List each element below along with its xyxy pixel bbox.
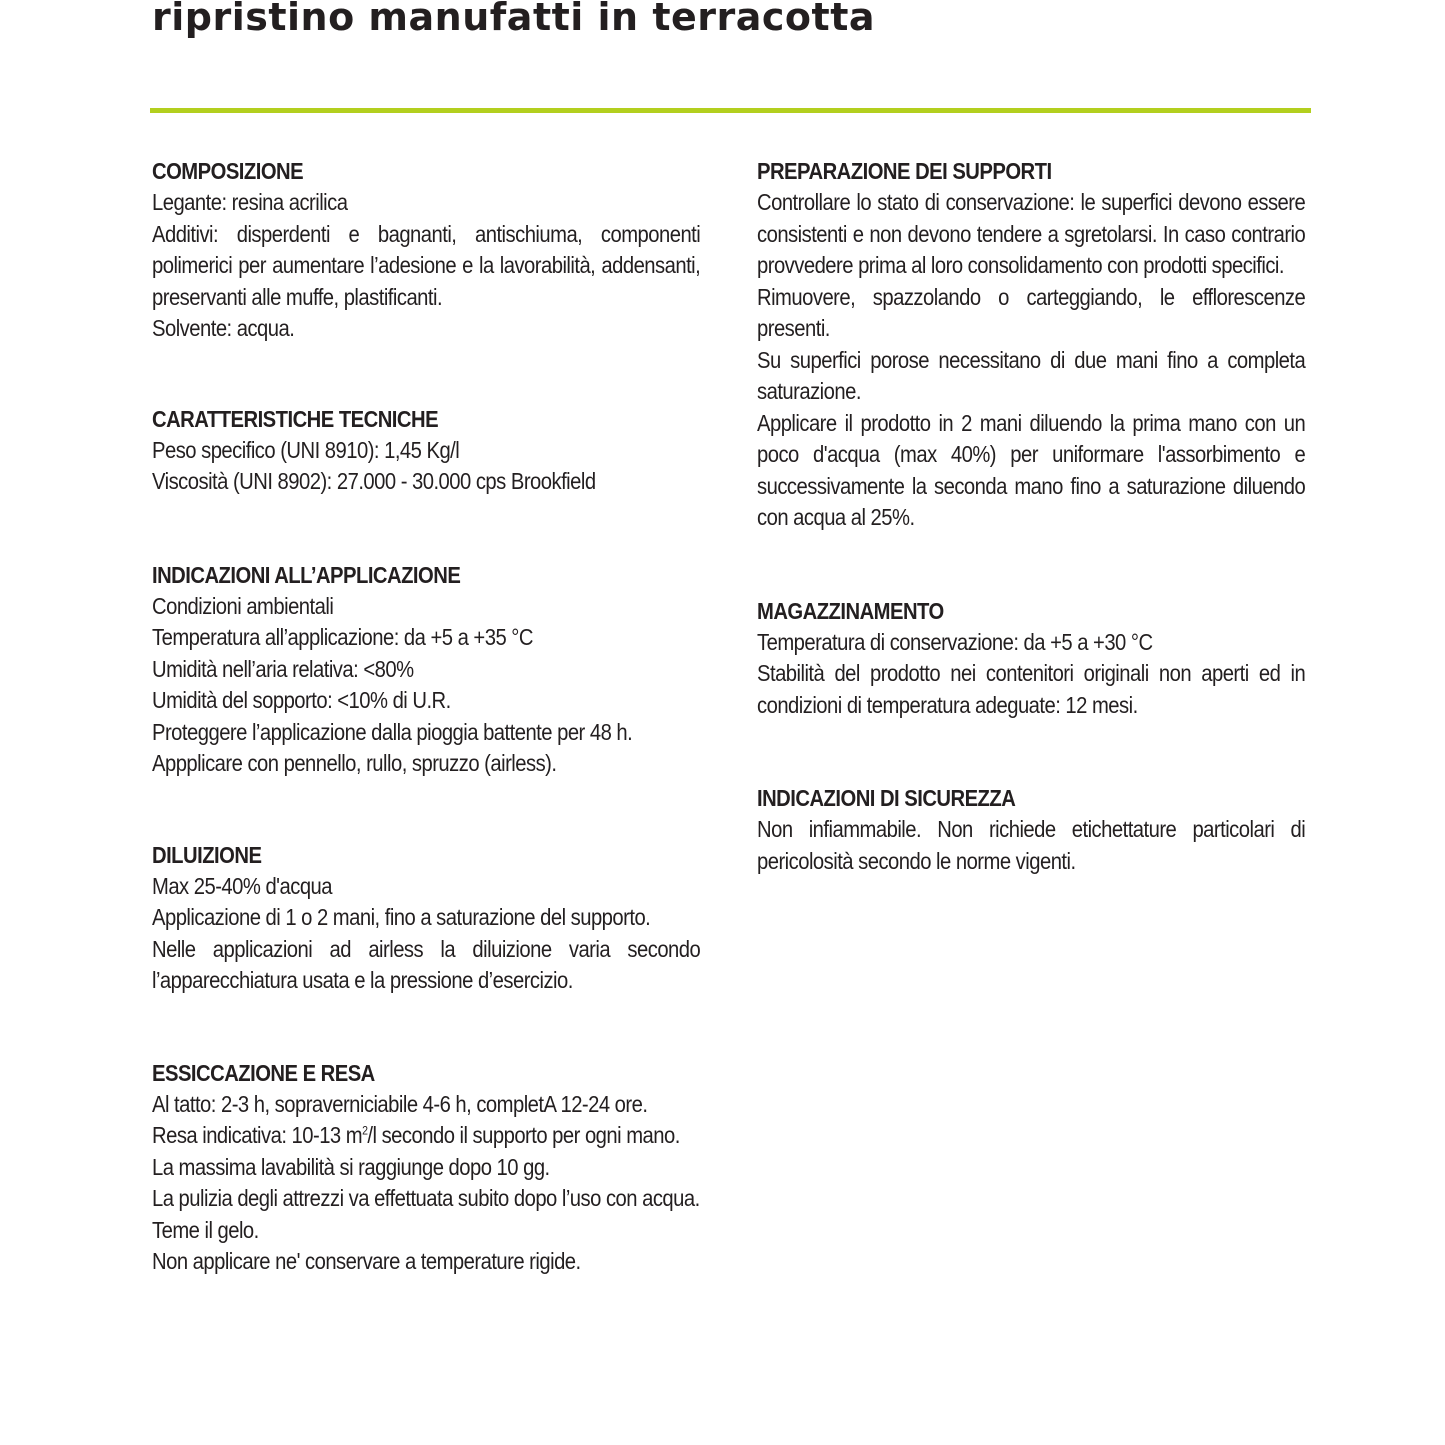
text-line: Peso specifico (UNI 8910): 1,45 Kg/l [152, 436, 460, 463]
left-column [152, 155, 700, 1278]
page-title: ripristino manufatti in terracotta [152, 0, 876, 39]
text-line [152, 1120, 700, 1152]
section-indicazioni-applicazione [152, 559, 700, 780]
text-line: Applicare il prodotto in 2 mani diluendo la prima mano con un poco d'acqua (max 40%) per uniformare l'assorbimento e successivamente la seconda mano fino a saturazione diluendo con acqua al 25%. [757, 409, 1306, 530]
text-line: Stabilità del prodotto nei contenitori originali non aperti ed in condizioni di temperatura adeguate: 12 mesi. [757, 660, 1306, 718]
text-line: Applicazione di 1 o 2 mani, fino a saturazione del supporto. [152, 904, 651, 930]
section-indicazioni-sicurezza [757, 782, 1305, 877]
resa-text-end: /l secondo il supporto per ogni mano. [367, 1122, 680, 1148]
text-line: Rimuovere, spazzolando o carteggiando, le efflorescenze presenti. [757, 283, 1306, 341]
section-composizione [152, 155, 700, 345]
text-line: Non infiammabile. Non richiede etichettature particolari di pericolosità secondo le norme vigenti. [757, 816, 1306, 874]
section-diluizione [152, 839, 700, 997]
text-line: Controllare lo stato di conservazione: le superfici devono essere consistenti e non devono tendere a sgretolarsi. In caso contrario provvedere prima al loro consolidamento con prodotti specifici. [757, 189, 1306, 278]
text-line: Umidità nell’aria relativa: <80% [152, 655, 414, 682]
text-line: Umidità del sopporto: <10% di U.R. [152, 687, 451, 713]
section-essiccazione-resa [152, 1057, 700, 1278]
section-heading: INDICAZIONI DI SICUREZZA [757, 785, 1016, 811]
text-line: Solvente: acqua. [152, 315, 295, 341]
text-line: Temperatura all’applicazione: da +5 a +35 °C [152, 624, 533, 650]
text-line: Max 25-40% d'acqua [152, 872, 333, 899]
text-line: Su superfici porose necessitano di due mani fino a completa saturazione. [757, 346, 1306, 404]
section-heading: ESSICCAZIONE E RESA [152, 1059, 375, 1086]
text-line: Proteggere l’applicazione dalla pioggia battente per 48 h. [152, 718, 633, 745]
section-heading: INDICAZIONI ALL’APPLICAZIONE [152, 561, 461, 588]
section-heading: DILUIZIONE [152, 841, 262, 868]
text-line: Temperatura di conservazione: da +5 a +30 °C [757, 628, 1153, 655]
text-line: Additivi: disperdenti e bagnanti, antischiuma, componenti polimerici per aumentare l’adesione e la lavorabilità, addensanti, preservanti alle muffe, plastificanti. [152, 220, 701, 310]
text-line: Al tatto: 2-3 h, sopraverniciabile 4-6 h, completA 12-24 ore. [152, 1090, 648, 1117]
resa-text-start: Resa indicativa: 10-13 m [152, 1122, 363, 1148]
section-heading: COMPOSIZIONE [152, 158, 304, 184]
section-preparazione-supporti [757, 155, 1305, 534]
section-heading: MAGAZZINAMENTO [757, 597, 944, 624]
superscript: 2 [362, 1123, 368, 1138]
text-line: Teme il gelo. [152, 1216, 259, 1243]
section-caratteristiche-tecniche [152, 403, 700, 498]
accent-divider [150, 108, 1311, 113]
right-column [757, 155, 1305, 877]
text-line: Viscosità (UNI 8902): 27.000 - 30.000 cps Brookfield [152, 468, 596, 494]
text-line: La massima lavabilità si raggiunge dopo 10 gg. [152, 1153, 550, 1180]
section-heading: PREPARAZIONE DEI SUPPORTI [757, 158, 1052, 184]
text-line: Legante: resina acrilica [152, 189, 348, 215]
section-magazzinamento [757, 595, 1305, 722]
text-line: Appplicare con pennello, rullo, spruzzo (airless). [152, 750, 557, 776]
section-heading: CARATTERISTICHE TECNICHE [152, 405, 439, 432]
text-line: Condizioni ambientali [152, 592, 334, 619]
text-line: La pulizia degli attrezzi va effettuata subito dopo l’uso con acqua. [152, 1185, 700, 1211]
text-line: Nelle applicazioni ad airless la diluizione varia secondo l’apparecchiatura usata e la pressione d’esercizio. [152, 935, 701, 993]
text-line: Non applicare ne' conservare a temperature rigide. [152, 1248, 581, 1274]
